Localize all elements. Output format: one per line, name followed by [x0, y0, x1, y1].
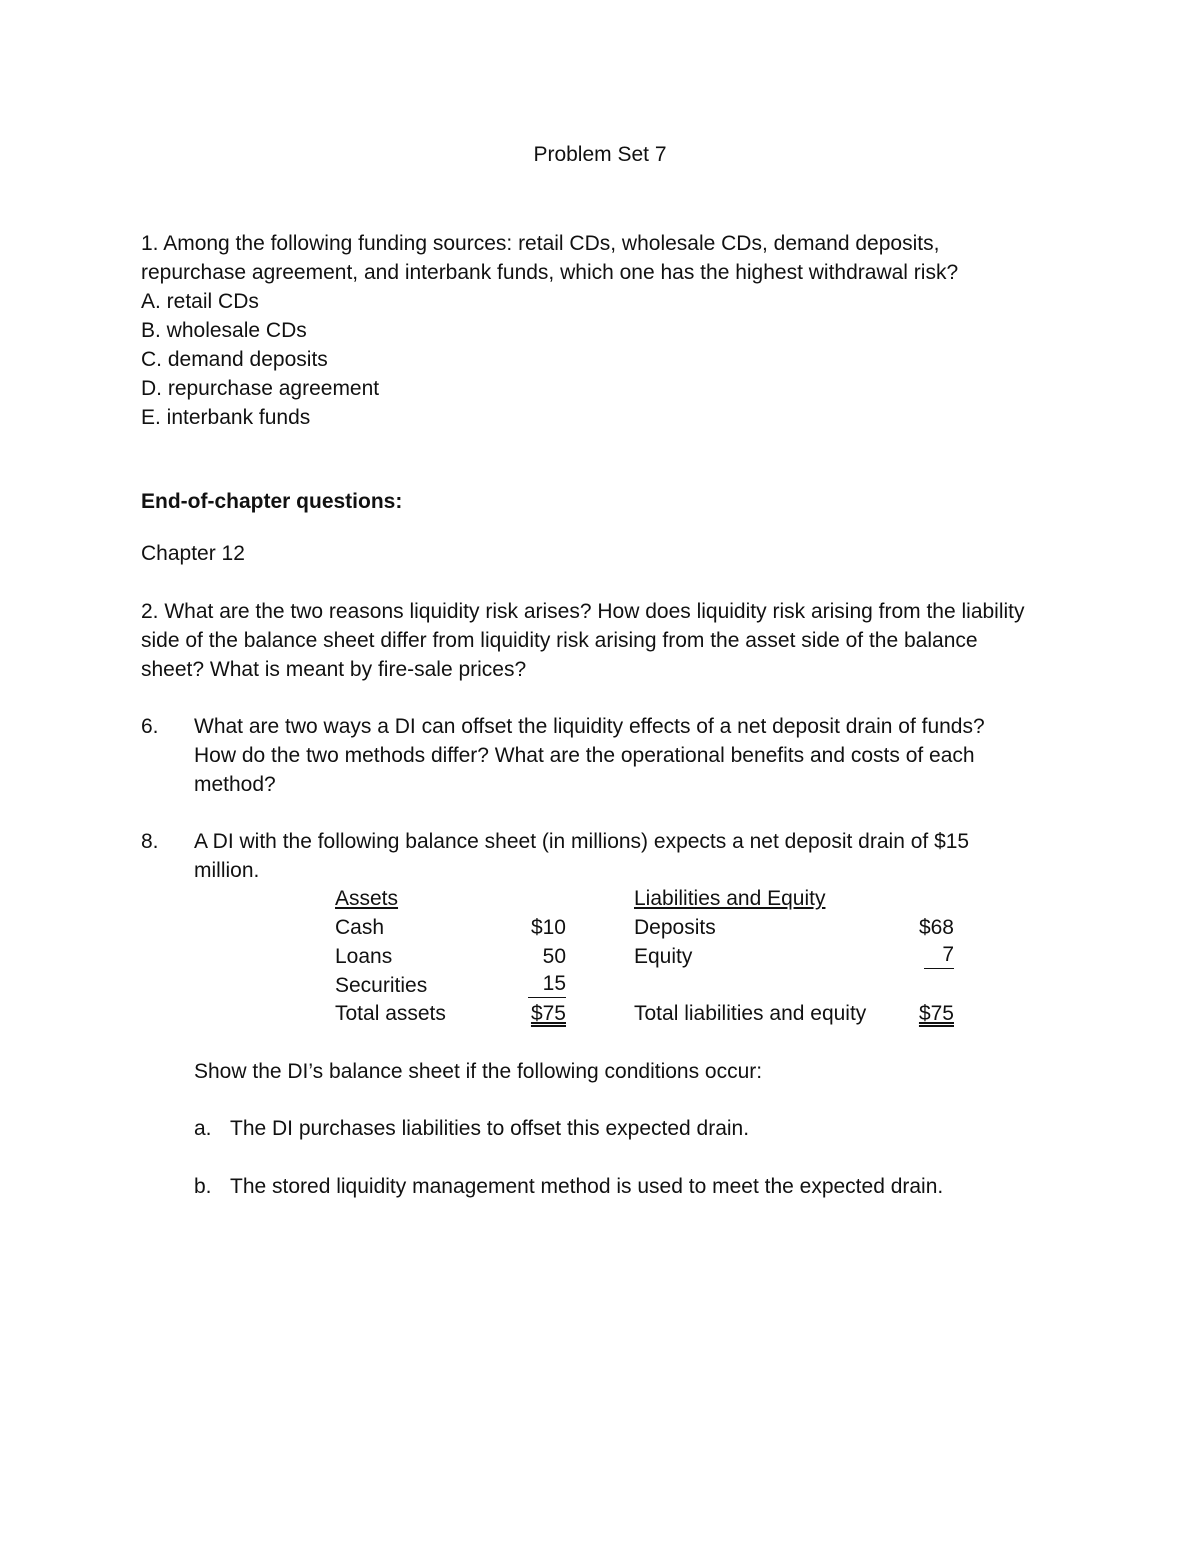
part-a-letter: a. [194, 1117, 212, 1140]
liability-value-total: $75 [918, 1002, 954, 1025]
asset-value-total: $75 [530, 1002, 566, 1025]
question-2-line-1: 2. What are the two reasons liquidity risk arises? How does liquidity risk arising from the liability [141, 600, 1025, 623]
question-8-line-2: million. [194, 859, 260, 882]
part-a-text: The DI purchases liabilities to offset this expected drain. [230, 1117, 750, 1140]
question-8-number: 8. [141, 830, 159, 853]
asset-value-cash: $10 [530, 916, 566, 939]
asset-value-securities: 15 [528, 971, 566, 998]
question-6-line-1: What are two ways a DI can offset the liquidity effects of a net deposit drain of funds? [194, 715, 985, 738]
chapter-label: Chapter 12 [141, 542, 245, 565]
question-2 [141, 597, 1081, 684]
question-8 [194, 827, 1074, 885]
liability-value-deposits: $68 [918, 916, 954, 939]
question-8-line-1: A DI with the following balance sheet (in millions) expects a net deposit drain of $15 [194, 830, 970, 853]
part-b-text: The stored liquidity management method is used to meet the expected drain. [230, 1175, 944, 1198]
asset-label-cash: Cash [335, 916, 385, 939]
section-heading: End-of-chapter questions: [141, 490, 403, 513]
asset-label-total: Total assets [335, 1002, 446, 1025]
liability-label-total: Total liabilities and equity [634, 1002, 867, 1025]
asset-value-loans: 50 [542, 945, 566, 968]
option-e: E. interbank funds [141, 406, 311, 429]
question-1 [141, 229, 1081, 432]
option-b: B. wholesale CDs [141, 319, 307, 342]
page-title: Problem Set 7 [533, 143, 667, 166]
asset-label-securities: Securities [335, 974, 428, 997]
liability-value-equity: 7 [924, 942, 954, 969]
question-1-line-2: repurchase agreement, and interbank funds, which one has the highest withdrawal risk? [141, 261, 959, 284]
question-1-line-1: 1. Among the following funding sources: retail CDs, wholesale CDs, demand deposits, [141, 232, 940, 255]
question-2-line-2: side of the balance sheet differ from liquidity risk arising from the asset side of the balance [141, 629, 978, 652]
assets-header: Assets [335, 887, 399, 910]
question-6 [194, 712, 1074, 799]
option-d: D. repurchase agreement [141, 377, 380, 400]
question-6-line-2: How do the two methods differ? What are the operational benefits and costs of each [194, 744, 975, 767]
option-c: C. demand deposits [141, 348, 328, 371]
question-6-number: 6. [141, 715, 159, 738]
option-a: A. retail CDs [141, 290, 259, 313]
liabilities-header: Liabilities and Equity [634, 887, 826, 910]
question-8-prompt: Show the DI’s balance sheet if the following conditions occur: [194, 1060, 763, 1083]
asset-label-loans: Loans [335, 945, 393, 968]
part-b-letter: b. [194, 1175, 212, 1198]
liability-label-equity: Equity [634, 945, 693, 968]
question-6-line-3: method? [194, 773, 276, 796]
liability-label-deposits: Deposits [634, 916, 716, 939]
question-2-line-3: sheet? What is meant by fire-sale prices? [141, 658, 527, 681]
